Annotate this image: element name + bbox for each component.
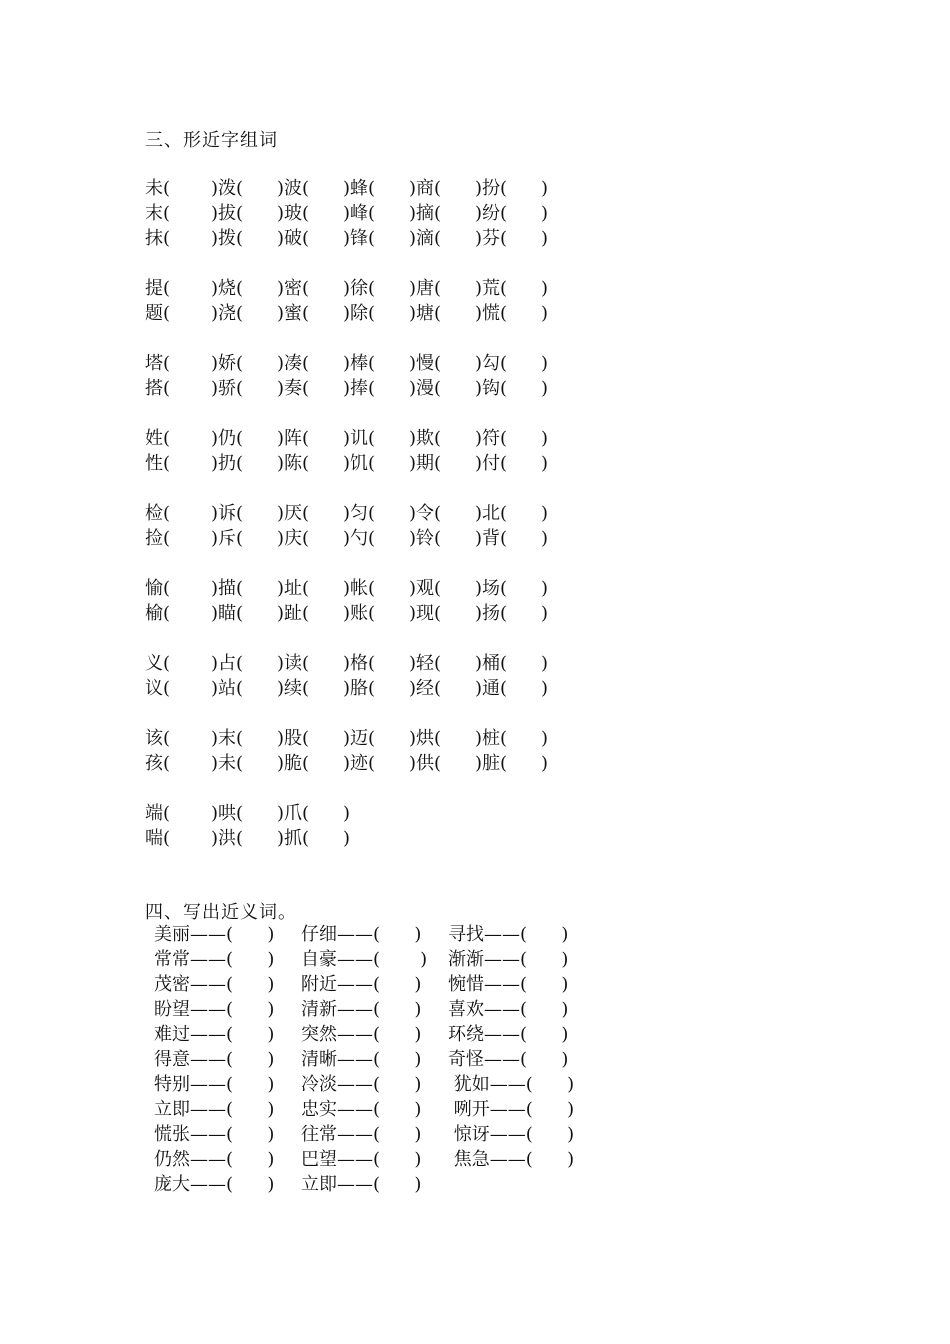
- synonym-item: 清新——( ): [301, 999, 422, 1020]
- synonym-item: 难过——( ): [154, 1024, 275, 1045]
- character-blank: )除(: [343, 303, 376, 324]
- character-blank: )慌(: [475, 303, 508, 324]
- synonym-item: 奇怪——( ): [448, 1049, 569, 1070]
- character-blank: )锋(: [343, 228, 376, 249]
- character-row: [145, 201, 607, 226]
- similar-character-groups: [145, 176, 607, 876]
- character-blank: 榆(: [145, 603, 171, 624]
- character-blank: 末(: [145, 203, 171, 224]
- character-blank: )期(: [409, 453, 442, 474]
- synonym-item: 慌张——( ): [154, 1124, 275, 1145]
- character-row: [145, 726, 607, 751]
- character-row: [145, 501, 607, 526]
- character-blank: )凑(: [277, 353, 310, 374]
- character-blank: 端(: [145, 803, 171, 824]
- character-blank: )徐(: [343, 278, 376, 299]
- character-blank: 愉(: [145, 578, 171, 599]
- character-blank: )描(: [211, 578, 244, 599]
- synonym-item: 惋惜——( ): [448, 974, 569, 995]
- synonym-row: [154, 1022, 595, 1047]
- synonym-item: 附近——( ): [301, 974, 422, 995]
- synonym-item: 仍然——( ): [154, 1149, 275, 1170]
- character-blank: )未(: [211, 753, 244, 774]
- synonym-item: 冷淡——( ): [301, 1074, 422, 1095]
- character-blank: )末(: [211, 728, 244, 749]
- character-blank: )滴(: [409, 228, 442, 249]
- character-blank: )破(: [277, 228, 310, 249]
- character-blank: )厌(: [277, 503, 310, 524]
- character-row: [145, 751, 607, 776]
- character-blank: )瞄(: [211, 603, 244, 624]
- character-blank: ): [541, 303, 549, 324]
- synonym-item: 往常——( ): [301, 1124, 422, 1145]
- character-blank: ): [541, 503, 549, 524]
- character-blank: )捧(: [343, 378, 376, 399]
- character-blank: 检(: [145, 503, 171, 524]
- character-blank: )荒(: [475, 278, 508, 299]
- character-blank: )奏(: [277, 378, 310, 399]
- character-blank: ): [541, 603, 549, 624]
- character-blank: )通(: [475, 678, 508, 699]
- character-blank: ): [541, 428, 549, 449]
- synonym-list: [154, 922, 595, 1197]
- section-title-synonyms: 四、写出近义词。: [145, 902, 297, 923]
- character-blank: )唐(: [409, 278, 442, 299]
- character-blank: 捡(: [145, 528, 171, 549]
- character-row: [145, 226, 607, 251]
- character-blank: )账(: [343, 603, 376, 624]
- synonym-item: 清晰——( ): [301, 1049, 422, 1070]
- character-blank: ): [541, 228, 549, 249]
- synonym-item: 渐渐——( ): [448, 949, 569, 970]
- character-blank: ): [541, 728, 549, 749]
- character-blank: )阵(: [277, 428, 310, 449]
- character-blank: ): [541, 353, 549, 374]
- character-row: [145, 176, 607, 201]
- synonym-item: 得意——( ): [154, 1049, 275, 1070]
- character-blank: )仍(: [211, 428, 244, 449]
- character-blank: )钩(: [475, 378, 508, 399]
- synonym-row: [154, 1122, 595, 1147]
- character-blank: 题(: [145, 303, 171, 324]
- character-blank: )商(: [409, 178, 442, 199]
- character-blank: )蜜(: [277, 303, 310, 324]
- character-row: [145, 276, 607, 301]
- character-blank: 该(: [145, 728, 171, 749]
- synonym-item: 环绕——( ): [448, 1024, 569, 1045]
- character-blank: ): [541, 753, 549, 774]
- character-group: [145, 651, 607, 701]
- synonym-row: [154, 1147, 595, 1172]
- synonym-item: 咧开——( ): [448, 1099, 575, 1120]
- character-blank: )观(: [409, 578, 442, 599]
- character-blank: )摘(: [409, 203, 442, 224]
- character-blank: )峰(: [343, 203, 376, 224]
- character-blank: )经(: [409, 678, 442, 699]
- character-blank: )蜂(: [343, 178, 376, 199]
- synonym-item: 常常——( ): [154, 949, 275, 970]
- character-group: [145, 726, 607, 776]
- character-blank: ): [541, 528, 549, 549]
- character-blank: 塔(: [145, 353, 171, 374]
- character-blank: )扔(: [211, 453, 244, 474]
- character-group: [145, 351, 607, 401]
- character-blank: )迹(: [343, 753, 376, 774]
- synonym-row: [154, 972, 595, 997]
- synonym-item: 喜欢——( ): [448, 999, 569, 1020]
- character-blank: )址(: [277, 578, 310, 599]
- character-row: [145, 351, 607, 376]
- character-blank: )符(: [475, 428, 508, 449]
- character-blank: )背(: [475, 528, 508, 549]
- synonym-item: 立即——( ): [301, 1174, 422, 1195]
- synonym-item: 特别——( ): [154, 1074, 275, 1095]
- character-row: [145, 301, 607, 326]
- character-blank: ): [541, 278, 549, 299]
- character-blank: )扮(: [475, 178, 508, 199]
- synonym-row: [154, 1047, 595, 1072]
- character-blank: )桩(: [475, 728, 508, 749]
- character-blank: )慢(: [409, 353, 442, 374]
- character-blank: 搭(: [145, 378, 171, 399]
- character-blank: )庆(: [277, 528, 310, 549]
- character-blank: )格(: [343, 653, 376, 674]
- character-blank: )烧(: [211, 278, 244, 299]
- character-blank: )棒(: [343, 353, 376, 374]
- synonym-row: [154, 1097, 595, 1122]
- character-blank: ): [343, 803, 351, 824]
- character-blank: )波(: [277, 178, 310, 199]
- character-blank: )抓(: [277, 828, 310, 849]
- character-blank: ): [541, 453, 549, 474]
- synonym-row: [154, 1172, 595, 1197]
- synonym-item: 焦急——( ): [448, 1149, 575, 1170]
- section-title-similar-characters: 三、形近字组词: [145, 130, 278, 151]
- character-row: [145, 426, 607, 451]
- synonym-row: [154, 947, 595, 972]
- character-row: [145, 676, 607, 701]
- character-row: [145, 651, 607, 676]
- character-blank: )斥(: [211, 528, 244, 549]
- synonym-item: 忠实——( ): [301, 1099, 422, 1120]
- character-blank: )洪(: [211, 828, 244, 849]
- character-blank: )扬(: [475, 603, 508, 624]
- character-blank: )拔(: [211, 203, 244, 224]
- character-blank: ): [541, 678, 549, 699]
- character-blank: )胳(: [343, 678, 376, 699]
- character-blank: )场(: [475, 578, 508, 599]
- character-blank: )玻(: [277, 203, 310, 224]
- character-blank: ): [541, 653, 549, 674]
- character-blank: )讥(: [343, 428, 376, 449]
- character-blank: )读(: [277, 653, 310, 674]
- synonym-item: 庞大——( ): [154, 1174, 275, 1195]
- character-blank: )拨(: [211, 228, 244, 249]
- character-blank: 喘(: [145, 828, 171, 849]
- character-blank: )密(: [277, 278, 310, 299]
- character-blank: )泼(: [211, 178, 244, 199]
- synonym-item: 巴望——( ): [301, 1149, 422, 1170]
- synonym-item: 美丽——( ): [154, 924, 275, 945]
- character-blank: )娇(: [211, 353, 244, 374]
- character-blank: )续(: [277, 678, 310, 699]
- character-blank: )站(: [211, 678, 244, 699]
- synonym-item: 仔细——( ): [301, 924, 422, 945]
- character-blank: 未(: [145, 178, 171, 199]
- character-blank: )饥(: [343, 453, 376, 474]
- synonym-row: [154, 1072, 595, 1097]
- character-blank: )脏(: [475, 753, 508, 774]
- synonym-item: 寻找——( ): [448, 924, 569, 945]
- character-blank: )轻(: [409, 653, 442, 674]
- character-blank: )欺(: [409, 428, 442, 449]
- character-group: [145, 426, 607, 476]
- character-row: [145, 826, 607, 851]
- character-blank: )付(: [475, 453, 508, 474]
- synonym-item: 自豪——( ): [301, 949, 428, 970]
- character-blank: )骄(: [211, 378, 244, 399]
- character-row: [145, 801, 607, 826]
- character-row: [145, 376, 607, 401]
- character-blank: )铃(: [409, 528, 442, 549]
- character-blank: )迈(: [343, 728, 376, 749]
- synonym-row: [154, 997, 595, 1022]
- character-blank: )供(: [409, 753, 442, 774]
- character-blank: )北(: [475, 503, 508, 524]
- synonym-item: 突然——( ): [301, 1024, 422, 1045]
- synonym-row: [154, 922, 595, 947]
- character-blank: )现(: [409, 603, 442, 624]
- character-blank: )桶(: [475, 653, 508, 674]
- synonym-item: 犹如——( ): [448, 1074, 575, 1095]
- character-blank: )塘(: [409, 303, 442, 324]
- character-blank: )芬(: [475, 228, 508, 249]
- character-blank: )勺(: [343, 528, 376, 549]
- character-blank: )漫(: [409, 378, 442, 399]
- synonym-item: 盼望——( ): [154, 999, 275, 1020]
- character-blank: 义(: [145, 653, 171, 674]
- synonym-item: 茂密——( ): [154, 974, 275, 995]
- character-blank: )令(: [409, 503, 442, 524]
- character-blank: 议(: [145, 678, 171, 699]
- character-blank: )陈(: [277, 453, 310, 474]
- character-blank: )纷(: [475, 203, 508, 224]
- character-blank: )股(: [277, 728, 310, 749]
- character-blank: )哄(: [211, 803, 244, 824]
- character-blank: )勾(: [475, 353, 508, 374]
- synonym-item: 立即——( ): [154, 1099, 275, 1120]
- character-group: [145, 176, 607, 251]
- character-row: [145, 526, 607, 551]
- character-blank: ): [541, 178, 549, 199]
- character-blank: )烘(: [409, 728, 442, 749]
- character-blank: )占(: [211, 653, 244, 674]
- character-blank: 孩(: [145, 753, 171, 774]
- character-blank: )爪(: [277, 803, 310, 824]
- character-blank: )浇(: [211, 303, 244, 324]
- character-group: [145, 801, 607, 851]
- character-blank: )脆(: [277, 753, 310, 774]
- character-blank: )趾(: [277, 603, 310, 624]
- synonym-item: 惊讶——( ): [448, 1124, 575, 1145]
- character-blank: 提(: [145, 278, 171, 299]
- character-row: [145, 601, 607, 626]
- character-blank: ): [343, 828, 351, 849]
- character-blank: )匀(: [343, 503, 376, 524]
- character-blank: ): [541, 203, 549, 224]
- character-blank: )诉(: [211, 503, 244, 524]
- character-blank: ): [541, 378, 549, 399]
- character-blank: 性(: [145, 453, 171, 474]
- character-group: [145, 501, 607, 551]
- character-blank: ): [541, 578, 549, 599]
- character-row: [145, 451, 607, 476]
- character-blank: 抹(: [145, 228, 171, 249]
- character-blank: )帐(: [343, 578, 376, 599]
- character-row: [145, 576, 607, 601]
- character-group: [145, 576, 607, 626]
- character-blank: 姓(: [145, 428, 171, 449]
- character-group: [145, 276, 607, 326]
